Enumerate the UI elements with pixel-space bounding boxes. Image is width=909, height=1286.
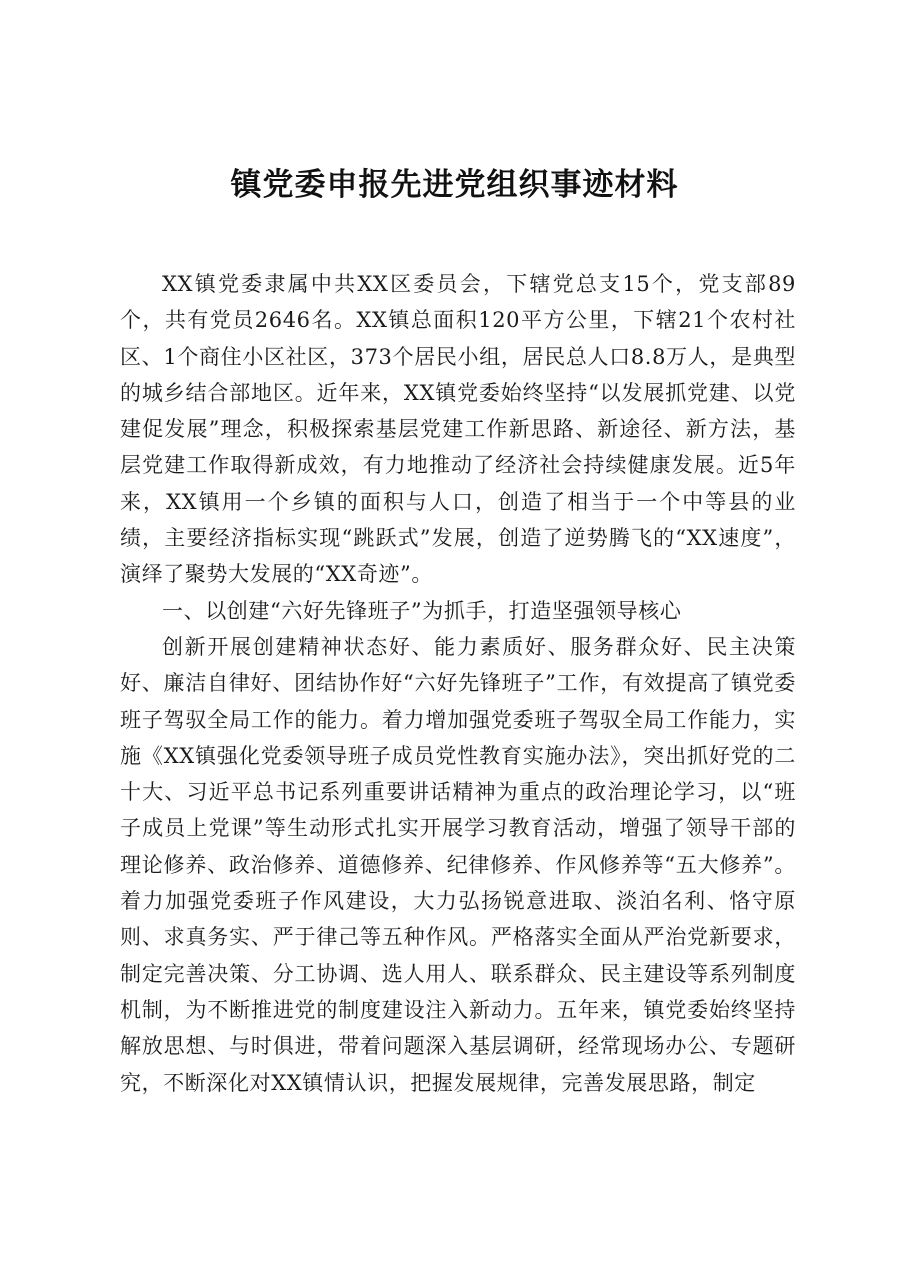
paragraph-intro: XX镇党委隶属中共XX区委员会，下辖党总支15个，党支部89个，共有党员2646名。XX镇总面积120平方公里，下辖21个农村社区、1个商住小区社区，373个居民小组，居民总人口8.8万人，是典型的城乡结合部地区。近年来，XX镇党委始终坚持“以发展抓党建、以党建促发展”理念，积极探索基层党建工作新思路、新途径、新方法，基层党建工作取得新成效，有力地推动了经济社会持续健康发展。近5年来，XX镇用一个乡镇的面积与人口，创造了相当于一个中等县的业绩，主要经济指标实现“跳跃式”发展，创造了逆势腾飞的“XX速度”，演绎了聚势大发展的“XX奇迹”。 xyxy=(120,272,796,587)
section-heading-1: 一、以创建“六好先锋班子”为抓手，打造坚强领导核心 xyxy=(162,598,682,623)
document-title: 镇党委申报先进党组织事迹材料 xyxy=(230,167,679,203)
paragraph-section-1: 创新开展创建精神状态好、能力素质好、服务群众好、民主决策好、廉洁自律好、团结协作好“六好先锋班子”工作，有效提高了镇党委班子驾驭全局工作的能力。着力增加强党委班子驾驭全局工作能力，实施《XX镇强化党委领导班子成员党性教育实施办法》，突出抓好党的二十大、习近平总书记系列重要讲话精神为重点的政治理论学习，以“班子成员上党课”等生动形式扎实开展学习教育活动，增强了领导干部的理论修养、政治修养、道德修养、纪律修养、作风修养等“五大修养”。着力加强党委班子作风建设，大力弘扬锐意进取、淡泊名利、恪守原则、求真务实、严于律己等五种作风。严格落实全面从严治党新要求，制定完善决策、分工协调、选人用人、联系群众、民主建设等系列制度机制，为不断推进党的制度建设注入新动力。五年来，镇党委始终坚持解放思想、与时俱进，带着问题深入基层调研，经常现场办公、专题研究，不断深化对XX镇情认识，把握发展规律，完善发展思路，制定 xyxy=(120,634,796,1095)
document-body xyxy=(120,266,796,1101)
